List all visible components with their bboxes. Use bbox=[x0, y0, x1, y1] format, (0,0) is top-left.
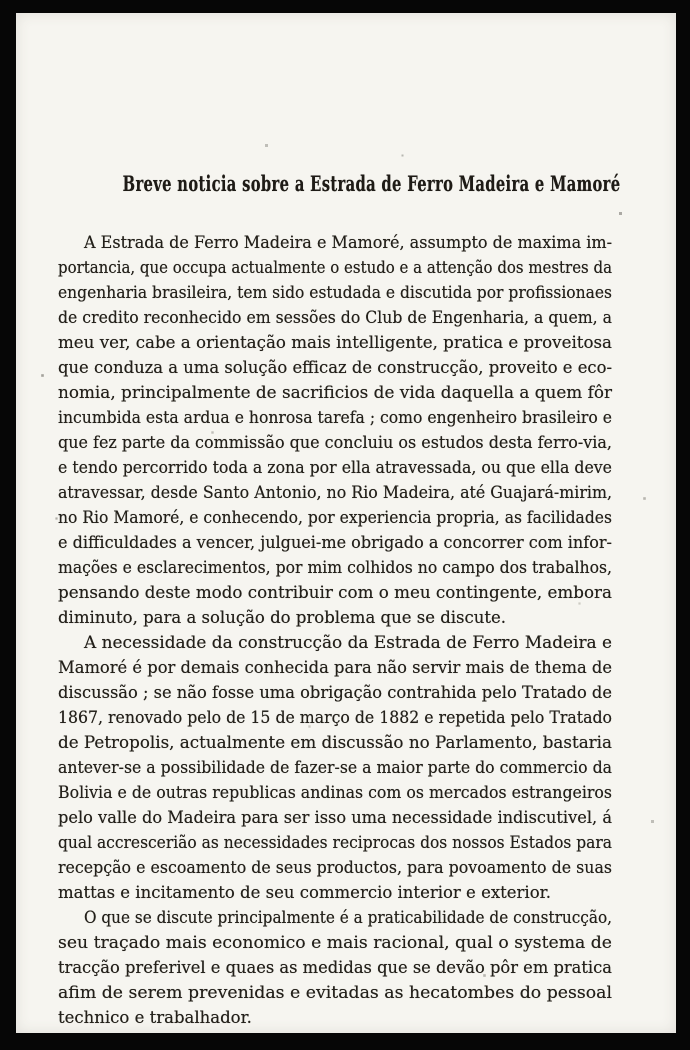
paragraph bbox=[58, 630, 612, 905]
text-line-text: e difficuldades a vencer, julguei-me obrigado a concorrer com infor- bbox=[58, 533, 612, 552]
text-line-text: discussão ; se não fosse uma obrigação contrahida pelo Tratado de bbox=[58, 683, 612, 702]
text-line-text: incumbida esta ardua e honrosa tarefa ; como engenheiro brasileiro e bbox=[58, 408, 612, 427]
text-line-text: pensando deste modo contribuir com o meu contingente, embora bbox=[58, 583, 612, 602]
text-line bbox=[58, 730, 612, 755]
text-line bbox=[58, 855, 612, 880]
text-line bbox=[58, 230, 612, 255]
text-line bbox=[58, 255, 612, 280]
text-line bbox=[58, 755, 612, 780]
text-line bbox=[58, 605, 612, 630]
text-line bbox=[58, 480, 612, 505]
text-line-text: mattas e incitamento de seu commercio interior e exterior. bbox=[58, 883, 551, 902]
text-line bbox=[58, 330, 612, 355]
text-body bbox=[58, 230, 612, 1030]
text-line bbox=[58, 905, 612, 930]
text-line-text: nomia, principalmente de sacrificios de vida daquella a quem fôr bbox=[58, 383, 612, 402]
paragraph bbox=[58, 905, 612, 1030]
text-line-text: de credito reconhecido em sessões do Club de Engenharia, a quem, a bbox=[58, 308, 612, 327]
text-line bbox=[58, 405, 612, 430]
text-line bbox=[58, 530, 612, 555]
text-line-text: que conduza a uma solução efficaz de construcção, proveito e eco- bbox=[58, 358, 612, 377]
text-line bbox=[58, 705, 612, 730]
text-line bbox=[58, 1005, 612, 1030]
page-title bbox=[16, 171, 676, 196]
text-line-text: A Estrada de Ferro Madeira e Mamoré, assumpto de maxima im- bbox=[84, 233, 612, 252]
text-line-text: A necessidade da construcção da Estrada de Ferro Madeira e bbox=[84, 633, 612, 652]
text-line bbox=[58, 280, 612, 305]
text-line-text: recepção e escoamento de seus productos, para povoamento de suas bbox=[58, 858, 612, 877]
text-line bbox=[58, 680, 612, 705]
text-line bbox=[58, 380, 612, 405]
text-line-text: Mamoré é por demais conhecida para não servir mais de thema de bbox=[58, 658, 612, 677]
text-line-text: que fez parte da commissão que concluiu os estudos desta ferro-via, bbox=[58, 433, 612, 452]
text-line-text: 1867, renovado pelo de 15 de março de 1882 e repetida pelo Tratado bbox=[58, 708, 612, 727]
text-line-text: de Petropolis, actualmente em discussão no Parlamento, bastaria bbox=[58, 733, 612, 752]
text-line bbox=[58, 455, 612, 480]
text-line-text: afim de serem prevenidas e evitadas as hecatombes do pessoal bbox=[58, 983, 612, 1002]
text-line bbox=[58, 980, 612, 1005]
text-line-text: Bolivia e de outras republicas andinas com os mercados estrangeiros bbox=[58, 783, 612, 802]
text-line-text: portancia, que occupa actualmente o estudo e a attenção dos mestres da bbox=[58, 258, 612, 277]
text-line-text: e tendo percorrido toda a zona por ella atravessada, ou que ella deve bbox=[58, 458, 612, 477]
text-line bbox=[58, 630, 612, 655]
scan-speckles bbox=[16, 13, 17, 14]
text-line bbox=[58, 655, 612, 680]
text-line-text: tracção preferivel e quaes as medidas que se devão pôr em pratica bbox=[58, 958, 612, 977]
text-line-text: qual accrescerião as necessidades reciprocas dos nossos Estados para bbox=[58, 833, 612, 852]
document-page bbox=[16, 13, 676, 1033]
text-line bbox=[58, 430, 612, 455]
text-line bbox=[58, 880, 612, 905]
text-line bbox=[58, 580, 612, 605]
text-line bbox=[58, 955, 612, 980]
text-line bbox=[58, 930, 612, 955]
text-line-text: no Rio Mamoré, e conhecendo, por experiencia propria, as facilidades bbox=[58, 508, 612, 527]
text-line-text: technico e trabalhador. bbox=[58, 1008, 252, 1027]
text-line bbox=[58, 805, 612, 830]
text-line-text: O que se discute principalmente é a praticabilidade de construcção, bbox=[84, 908, 612, 927]
text-line bbox=[58, 505, 612, 530]
text-line bbox=[58, 305, 612, 330]
text-line-text: meu ver, cabe a orientação mais intelligente, pratica e proveitosa bbox=[58, 333, 612, 352]
paragraph bbox=[58, 230, 612, 630]
text-line-text: antever-se a possibilidade de fazer-se a maior parte do commercio da bbox=[58, 758, 612, 777]
page-title-text: Breve noticia sobre a Estrada de Ferro Madeira e Mamoré bbox=[122, 171, 621, 196]
text-line-text: seu traçado mais economico e mais racional, qual o systema de bbox=[58, 933, 612, 952]
text-line-text: diminuto, para a solução do problema que se discute. bbox=[58, 608, 507, 627]
text-line bbox=[58, 780, 612, 805]
text-line bbox=[58, 830, 612, 855]
text-line-text: pelo valle do Madeira para ser isso uma necessidade indiscutivel, á bbox=[58, 808, 612, 827]
text-line-text: engenharia brasileira, tem sido estudada e discutida por profissionaes bbox=[58, 283, 612, 302]
text-line-text: mações e esclarecimentos, por mim colhidos no campo dos trabalhos, bbox=[58, 558, 612, 577]
text-line bbox=[58, 555, 612, 580]
text-line bbox=[58, 355, 612, 380]
text-line-text: atravessar, desde Santo Antonio, no Rio Madeira, até Guajará-mirim, bbox=[58, 483, 612, 502]
